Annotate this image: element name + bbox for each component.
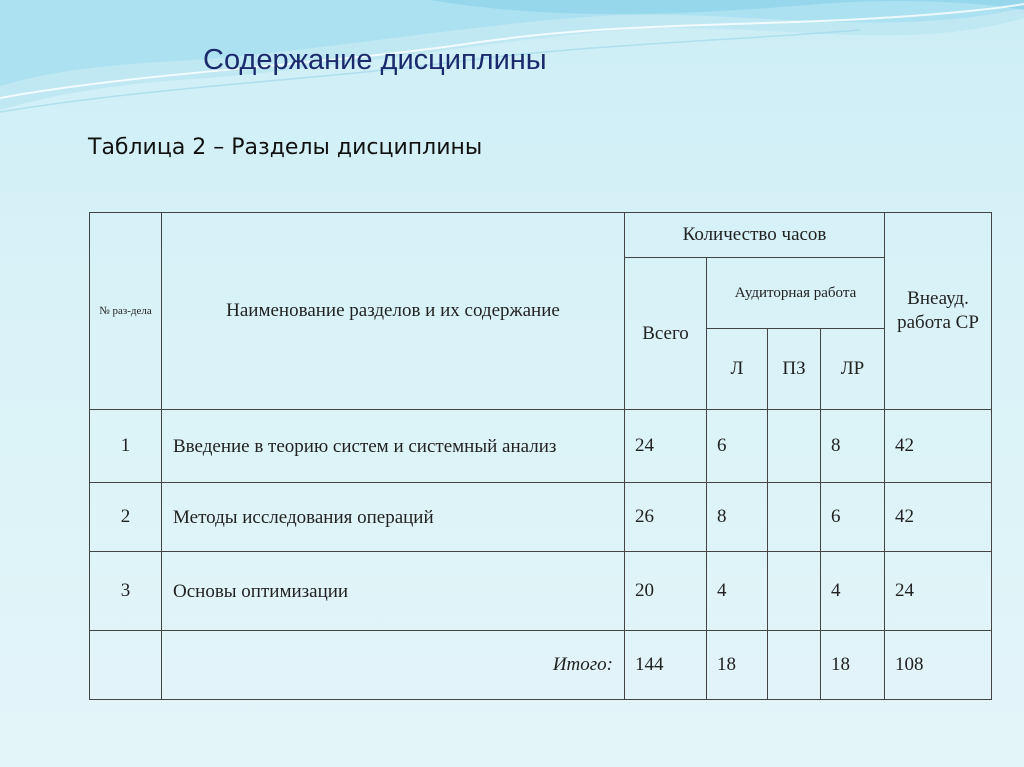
cell-name: Введение в теорию систем и системный анализ: [162, 410, 625, 483]
cell-number: 2: [90, 483, 162, 552]
cell-practice: [768, 410, 821, 483]
table-row: [90, 552, 992, 631]
header-lectures: Л: [707, 329, 768, 410]
header-section-number: № раз-дела: [90, 213, 162, 410]
header-labs: ЛР: [821, 329, 885, 410]
table-row: [90, 483, 992, 552]
summary-lectures: 18: [707, 631, 768, 700]
cell-independent: 24: [885, 552, 992, 631]
cell-practice: [768, 483, 821, 552]
cell-total: 24: [625, 410, 707, 483]
cell-lectures: 4: [707, 552, 768, 631]
summary-labs: 18: [821, 631, 885, 700]
cell-labs: 4: [821, 552, 885, 631]
cell-labs: 8: [821, 410, 885, 483]
cell-practice: [768, 552, 821, 631]
summary-independent: 108: [885, 631, 992, 700]
cell-empty: [90, 631, 162, 700]
summary-practice: [768, 631, 821, 700]
header-practice: ПЗ: [768, 329, 821, 410]
cell-name: Методы исследования операций: [162, 483, 625, 552]
summary-label: Итого:: [162, 631, 625, 700]
header-total: Всего: [625, 258, 707, 410]
slide-title: Содержание дисциплины: [203, 44, 547, 76]
header-auditorium: Аудиторная работа: [707, 258, 885, 329]
cell-total: 20: [625, 552, 707, 631]
cell-labs: 6: [821, 483, 885, 552]
summary-total: 144: [625, 631, 707, 700]
cell-number: 3: [90, 552, 162, 631]
table-row: [90, 410, 992, 483]
header-hours: Количество часов: [625, 213, 885, 258]
cell-independent: 42: [885, 410, 992, 483]
header-extracurricular: Внеауд. работа СР: [885, 213, 992, 410]
cell-independent: 42: [885, 483, 992, 552]
cell-lectures: 6: [707, 410, 768, 483]
table-caption: Таблица 2 – Разделы дисциплины: [88, 135, 483, 160]
disciplines-table: [89, 212, 992, 700]
header-section-name: Наименование разделов и их содержание: [162, 213, 625, 410]
cell-total: 26: [625, 483, 707, 552]
summary-row: [90, 631, 992, 700]
cell-number: 1: [90, 410, 162, 483]
cell-lectures: 8: [707, 483, 768, 552]
cell-name: Основы оптимизации: [162, 552, 625, 631]
